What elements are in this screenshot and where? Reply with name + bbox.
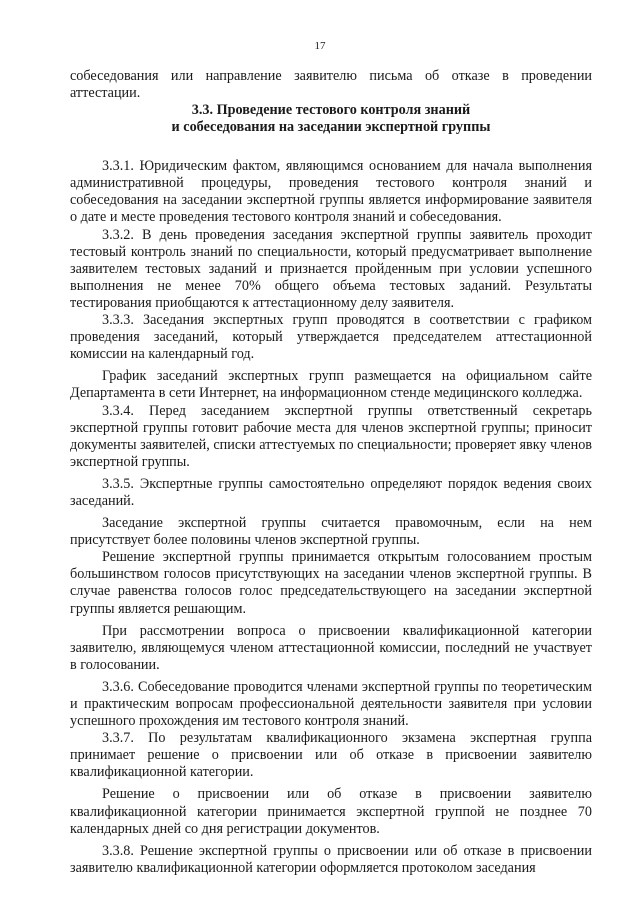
paragraph-schedule: График заседаний экспертных групп размещается на официальном сайте Департамента в сети Интернет, на информационном стенде медицинского колледжа. — [70, 368, 592, 402]
section-heading-line-1: 3.3. Проведение тестового контроля знаний — [191, 102, 471, 119]
paragraph-3-3-1: 3.3.1. Юридическим фактом, являющимся основанием для начала выполнения административной процедуры, проведения тестового контроля знаний и собеседования на заседании экспертной группы является информирование заявителя о дате и месте проведения тестового контроля знаний и собеседования. — [70, 158, 592, 226]
section-heading-line-2: и собеседования на заседании экспертной группы — [171, 119, 491, 136]
paragraph-quorum: Заседание экспертной группы считается правомочным, если на нем присутствует более половины членов экспертной группы. — [70, 515, 592, 549]
section-heading — [70, 102, 592, 136]
paragraph-3-3-6: 3.3.6. Собеседование проводится членами экспертной группы по теоретическим и практическим вопросам профессиональной деятельности заявителя при условии успешного прохождения им тестового контроля знаний. — [70, 678, 592, 730]
paragraph-3-3-3: 3.3.3. Заседания экспертных групп проводятся в соответствии с графиком проведения заседаний, который утверждается председателем аттестационной комиссии на календарный год. — [70, 312, 592, 363]
continuation-paragraph: собеседования или направление заявителю письма об отказе в проведении аттестации. — [70, 68, 592, 102]
document-body — [70, 68, 592, 877]
paragraph-3-3-8: 3.3.8. Решение экспертной группы о присвоении или об отказе в присвоении заявителю квалификационной категории оформляется протоколом заседания — [70, 842, 592, 876]
paragraph-3-3-5: 3.3.5. Экспертные группы самостоятельно определяют порядок ведения своих заседаний. — [70, 475, 592, 509]
paragraph-voting: Решение экспертной группы принимается открытым голосованием простым большинством голосов присутствующих на заседании членов экспертной группы. В случае равенства голосов голос председательствующего на заседании экспертной группы является решающим. — [70, 549, 592, 617]
paragraph-commission-member: При рассмотрении вопроса о присвоении квалификационной категории заявителю, являющемуся членом аттестационной комиссии, последний не участвует в голосовании. — [70, 622, 592, 673]
paragraph-3-3-4: 3.3.4. Перед заседанием экспертной группы ответственный секретарь экспертной группы готовит рабочие места для членов экспертной группы; приносит документы заявителей, списки аттестуемых по специальности; проверяет явку членов экспертной группы. — [70, 402, 592, 470]
paragraph-3-3-7: 3.3.7. По результатам квалификационного экзамена экспертная группа принимает решение о присвоении или об отказе в присвоении заявителю квалификационной категории. — [70, 730, 592, 781]
page-number: 17 — [314, 40, 326, 52]
paragraph-decision-deadline: Решение о присвоении или об отказе в присвоении заявителю квалификационной категории принимается экспертной группой не позднее 70 календарных дней со дня регистрации документов. — [70, 786, 592, 837]
paragraph-3-3-2: 3.3.2. В день проведения заседания экспертной группы заявитель проходит тестовый контроль знаний по специальности, который предусматривает выполнение заявителем тестовых заданий и признается пройденным при условии успешного выполнения не менее 70% общего объема тестовых заданий. Результаты тестирования приобщаются к аттестационному делу заявителя. — [70, 226, 592, 311]
